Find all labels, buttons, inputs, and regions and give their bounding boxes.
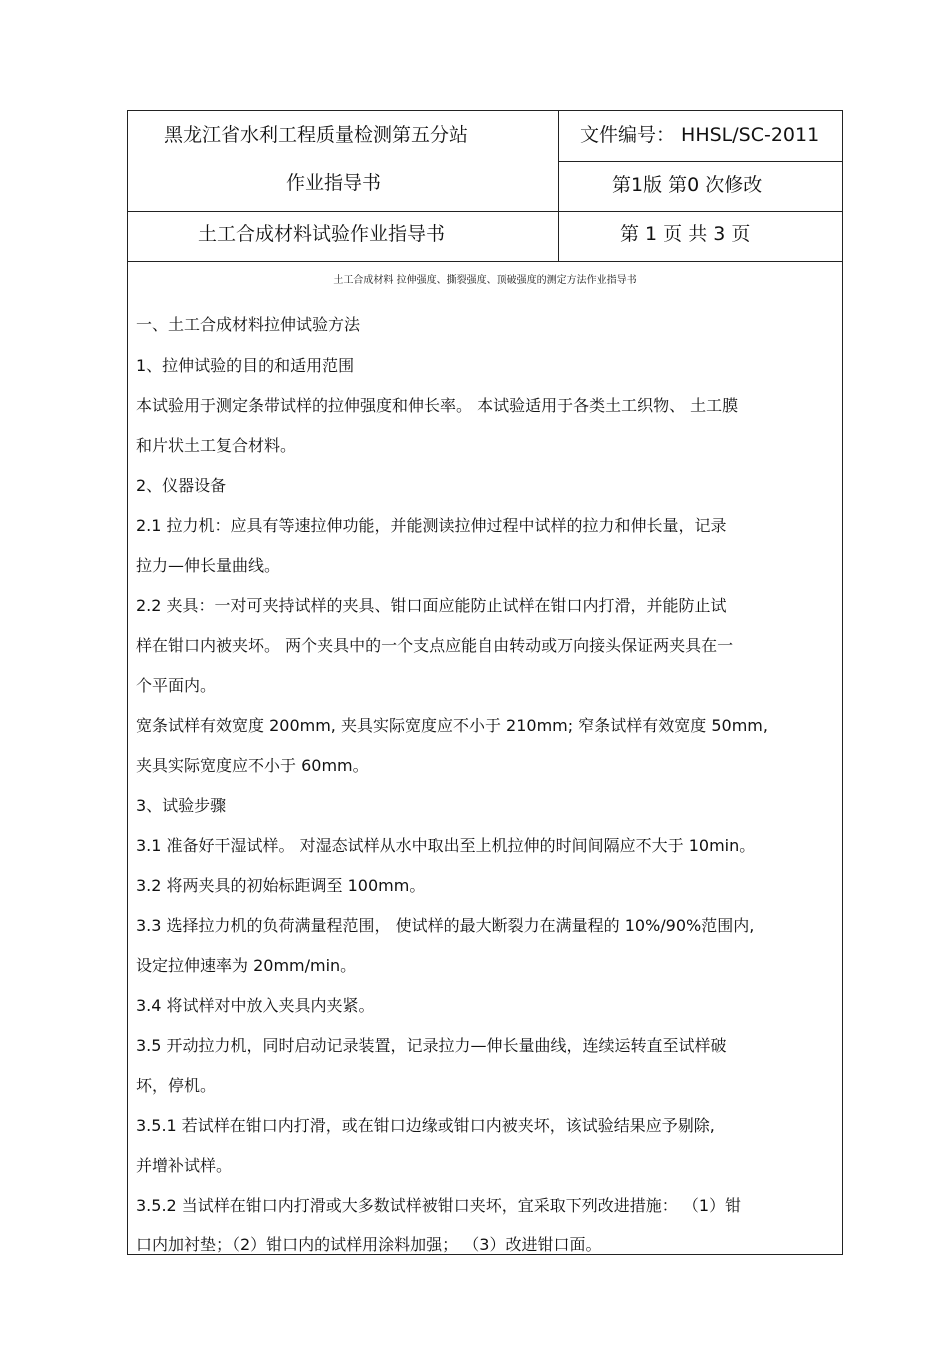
body-line: 1、拉伸试验的目的和适用范围 <box>136 356 355 375</box>
page-title: 土工合成材料 拉伸强度、撕裂强度、顶破强度的测定方法作业指导书 <box>333 275 637 286</box>
body-line: 3.5 开动拉力机，同时启动记录装置，记录拉力—伸长量曲线，连续运转直至试样破 <box>136 1036 727 1055</box>
body-line: 并增补试样。 <box>136 1156 233 1175</box>
body-line: 坏，停机。 <box>136 1076 217 1095</box>
body-line: 3.3 选择拉力机的负荷满量程范围， 使试样的最大断裂力在满量程的 10%/90%范围内, <box>136 916 755 935</box>
document-type: 作业指导书 <box>286 172 382 194</box>
body-line: 2.1 拉力机：应具有等速拉伸功能，并能测读拉伸过程中试样的拉力和伸长量，记录 <box>136 516 727 535</box>
body-line: 3.2 将两夹具的初始标距调至 100mm。 <box>136 876 426 895</box>
body-line: 一、土工合成材料拉伸试验方法 <box>136 315 361 334</box>
body-line: 3.5.1 若试样在钳口内打滑，或在钳口边缘或钳口内被夹坏，该试验结果应予剔除, <box>136 1116 715 1135</box>
body-line: 3.4 将试样对中放入夹具内夹紧。 <box>136 996 375 1015</box>
organization-name: 黑龙江省水利工程质量检测第五分站 <box>164 124 469 146</box>
divider <box>558 161 842 162</box>
body-line: 夹具实际宽度应不小于 60mm。 <box>136 756 369 775</box>
body-line: 和片状土工复合材料。 <box>136 436 297 455</box>
body-line: 3、试验步骤 <box>136 796 227 815</box>
body-line: 3.5.2 当试样在钳口内打滑或大多数试样被钳口夹坏，宜采取下列改进措施： （1）钳 <box>136 1196 742 1215</box>
body-line: 3.1 准备好干湿试样。 对湿态试样从水中取出至上机拉伸的时间间隔应不大于 10min。 <box>136 836 756 855</box>
body-line: 样在钳口内被夹坏。 两个夹具中的一个支点应能自由转动或万向接头保证两夹具在一 <box>136 636 734 655</box>
page-info: 第 1 页 共 3 页 <box>620 223 751 245</box>
body-line: 宽条试样有效宽度 200mm, 夹具实际宽度应不小于 210mm; 窄条试样有效宽度 50mm, <box>136 716 768 735</box>
document-title: 土工合成材料试验作业指导书 <box>198 223 446 245</box>
body-line: 2、仪器设备 <box>136 476 227 495</box>
version-info: 第1版 第0 次修改 <box>612 174 763 196</box>
body-line: 拉力—伸长量曲线。 <box>136 556 281 575</box>
body-line: 个平面内。 <box>136 676 217 695</box>
document-table <box>127 110 843 1255</box>
divider <box>558 111 559 261</box>
body-line: 口内加衬垫；（2）钳口内的试样用涂料加强； （3）改进钳口面。 <box>136 1235 602 1254</box>
body-line: 设定拉伸速率为 20mm/min。 <box>136 956 357 975</box>
file-number: 文件编号： HHSL/SC-2011 <box>580 124 820 146</box>
body-line: 本试验用于测定条带试样的拉伸强度和伸长率。 本试验适用于各类土工织物、 土工膜 <box>136 396 739 415</box>
divider <box>128 261 842 262</box>
body-line: 2.2 夹具：一对可夹持试样的夹具、钳口面应能防止试样在钳口内打滑，并能防止试 <box>136 596 727 615</box>
divider <box>128 211 842 212</box>
